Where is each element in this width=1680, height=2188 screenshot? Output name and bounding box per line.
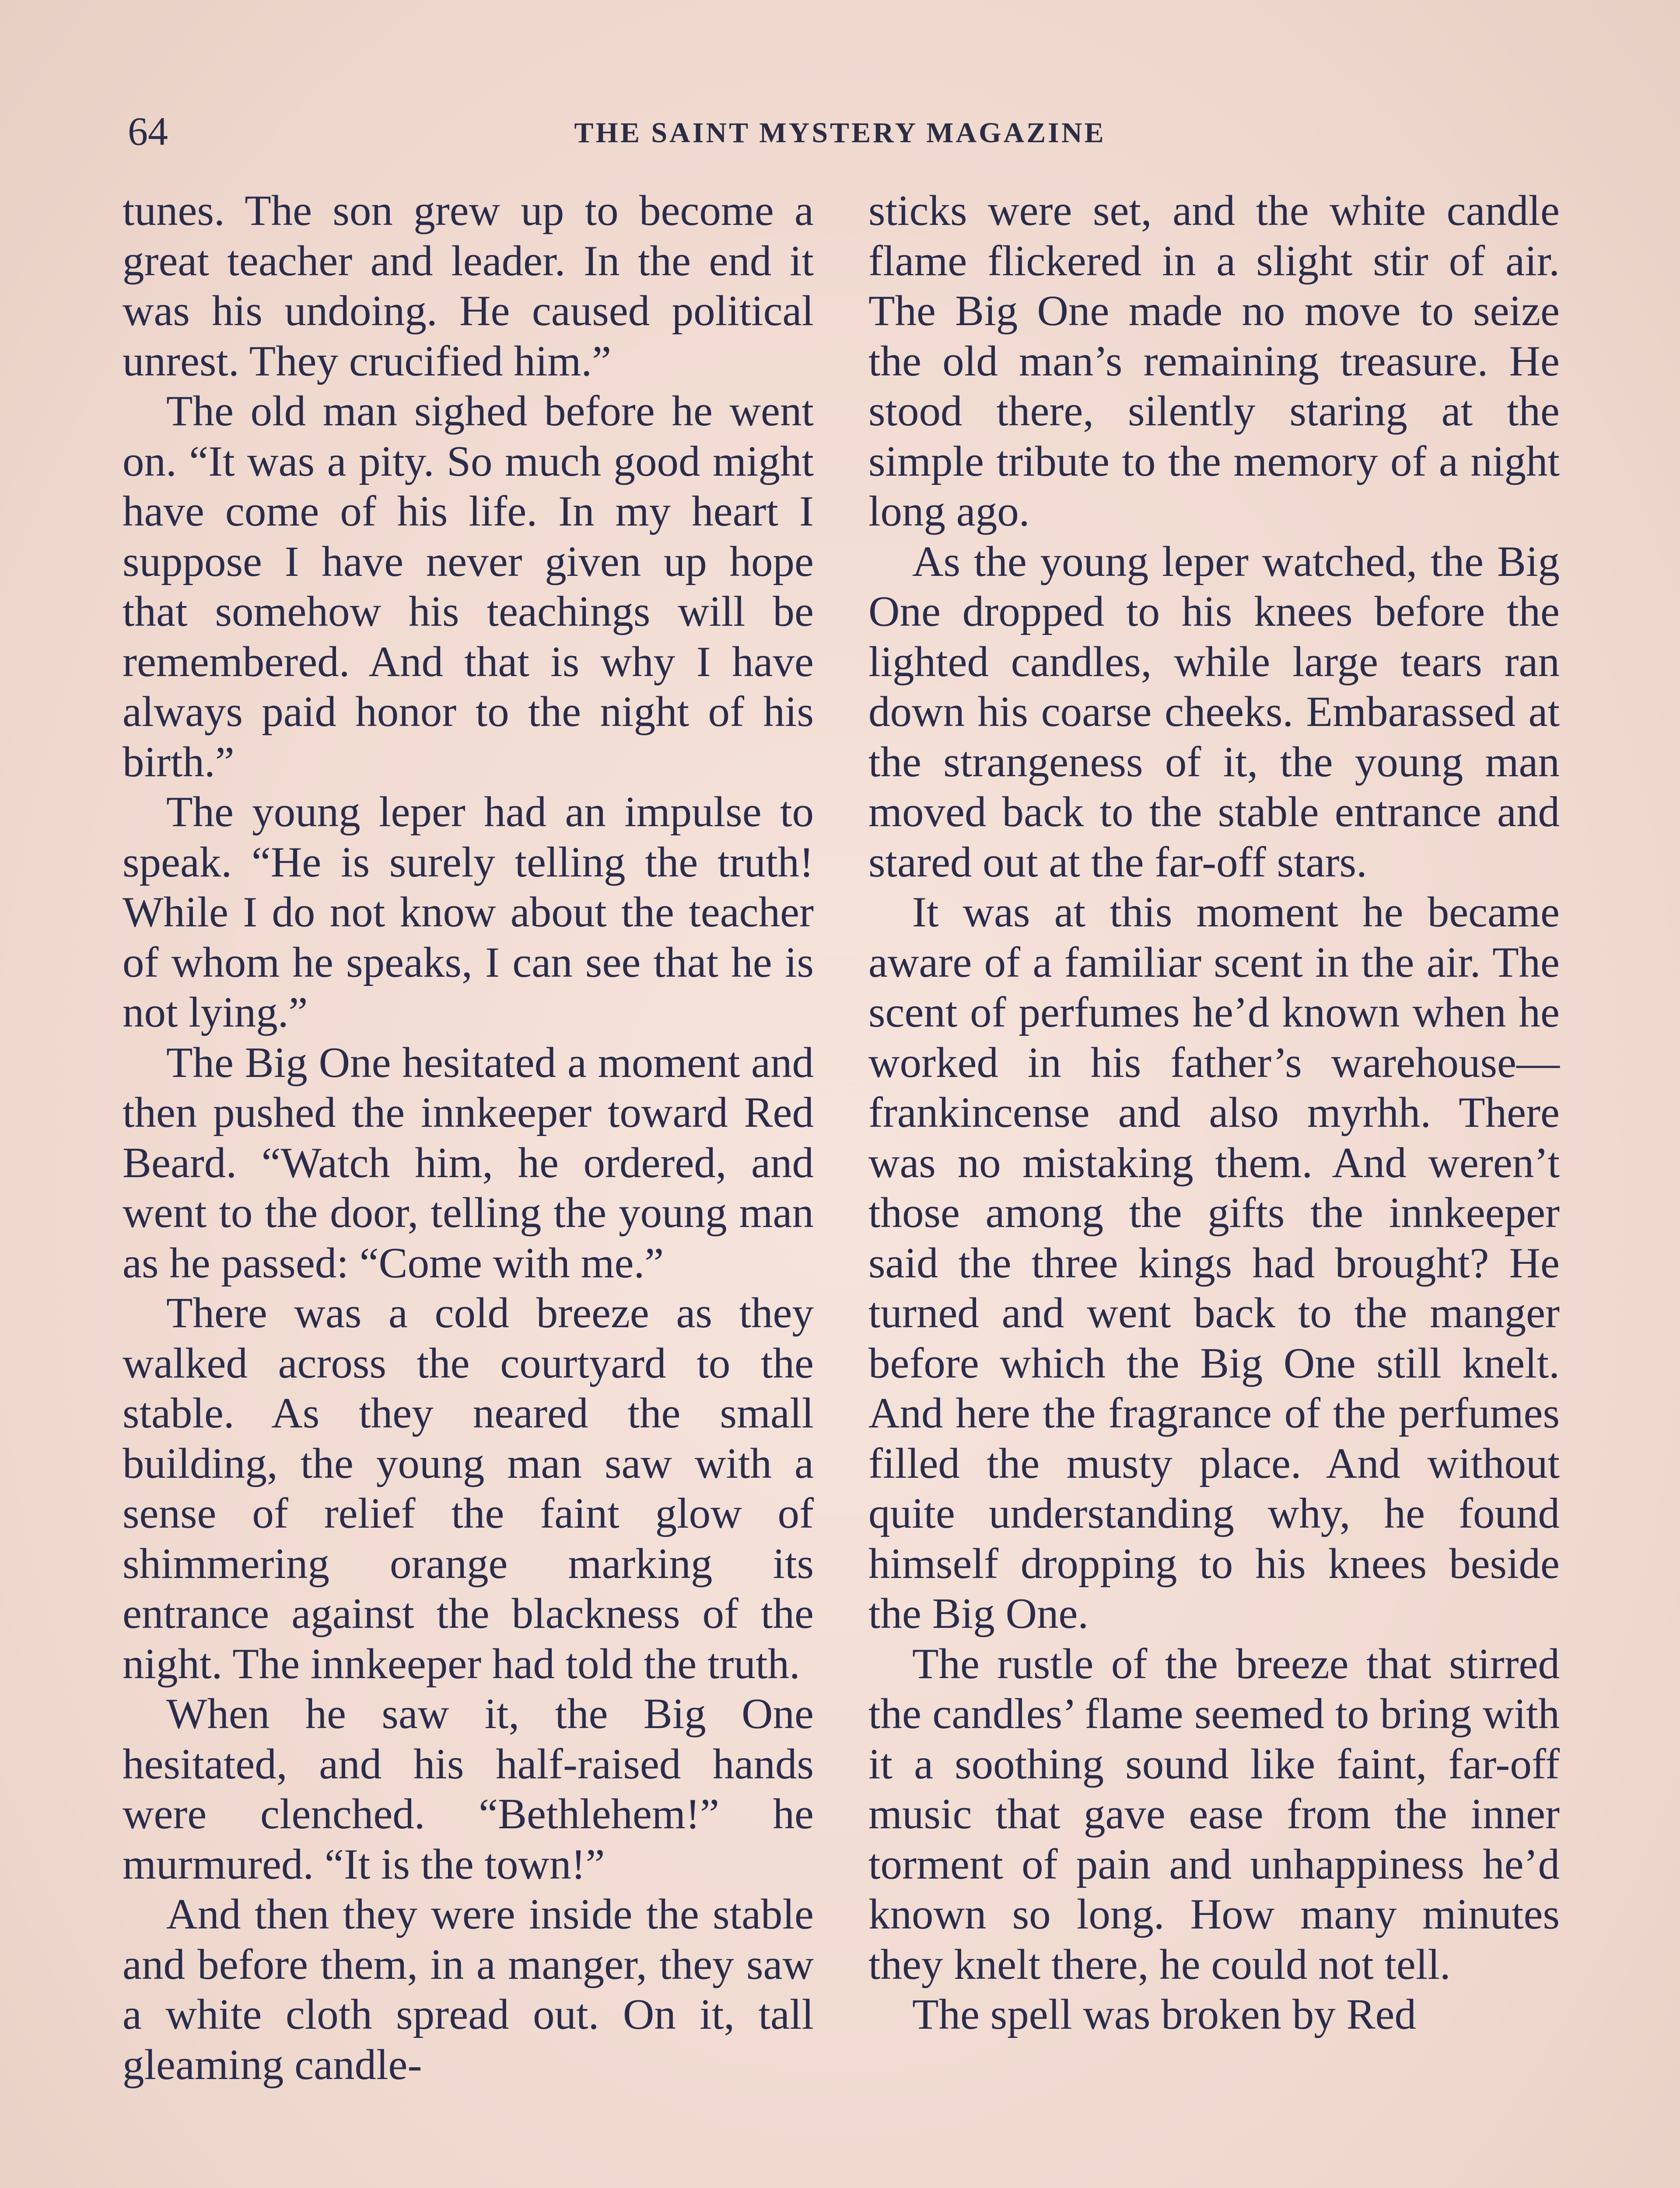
- page-number: 64: [128, 109, 168, 154]
- paragraph: The Big One hesitated a moment and then pushed the innkeeper toward Red Beard. “Watch him, he ordered, and went to the door, telling the young man as he passed: “Come with me.”: [122, 1038, 814, 1287]
- paragraph: It was at this moment he became aware of a familiar scent in the air. The scent of perfumes he’d known when he worked in his father’s warehouse—frankincense and also myrhh. There was no mistaking them. And weren’t those among the gifts the innkeeper said the three kings had brought? He turned and went back to the manger before which the Big One still knelt. And here the fragrance of the perfumes filled the musty place. And without quite understanding why, he found himself dropping to his knees beside the Big One.: [868, 888, 1560, 1637]
- paragraph: The rustle of the breeze that stirred the candles’ flame seemed to bring with it a soothing sound like faint, far-off music that gave ease from the inner torment of pain and unhappiness he’d known so long. How many minutes they knelt there, he could not tell.: [868, 1640, 1560, 1988]
- right-column: [868, 186, 1560, 2040]
- paragraph: The old man sighed before he went on. “It was a pity. So much good might have come of his life. In my heart I suppose I have never given up hope that somehow his teachings will be remembered. And that is why I have always paid honor to the night of his birth.”: [122, 387, 814, 786]
- paragraph: As the young leper watched, the Big One dropped to his knees before the lighted candles, while large tears ran down his coarse cheeks. Embarassed at the strangeness of it, the young man moved back to the stable entrance and stared out at the far-off stars.: [868, 537, 1560, 886]
- paragraph: And then they were inside the stable and before them, in a manger, they saw a white cloth spread out. On it, tall gleaming candle-: [122, 1890, 814, 2089]
- paragraph: The young leper had an impulse to speak. “He is surely telling the truth! While I do not know about the teacher of whom he speaks, I can see that he is not lying.”: [122, 788, 814, 1036]
- running-title: THE SAINT MYSTERY MAGAZINE: [574, 117, 1106, 149]
- paragraph: When he saw it, the Big One hesitated, and his half-raised hands were clenched. “Bethlehem!” he murmured. “It is the town!”: [122, 1690, 814, 1888]
- left-column: [122, 186, 814, 2090]
- paragraph: The spell was broken by Red: [912, 1991, 1416, 2038]
- paragraph: There was a cold breeze as they walked across the courtyard to the stable. As they neared the small building, the young man saw with a sense of relief the faint glow of shimmering orange marking its entrance against the blackness of the night. The innkeeper had told the truth.: [122, 1289, 814, 1688]
- paragraph: sticks were set, and the white candle flame flickered in a slight stir of air. The Big One made no move to seize the old man’s remaining treasure. He stood there, silently staring at the simple tribute to the memory of a night long ago.: [868, 187, 1560, 535]
- paragraph: tunes. The son grew up to become a great teacher and leader. In the end it was his undoing. He caused political unrest. They crucified him.”: [122, 187, 814, 385]
- page-header: [122, 105, 1558, 158]
